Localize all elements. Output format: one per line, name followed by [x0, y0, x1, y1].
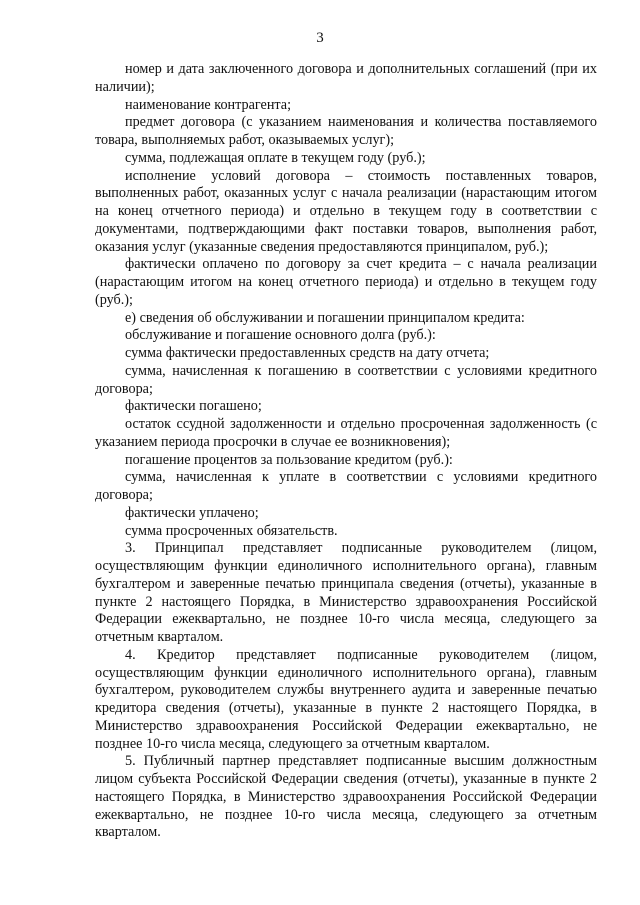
- paragraph-amount-due-repayment: сумма, начисленная к погашению в соответствии с условиями кредитного договора;: [95, 362, 597, 397]
- paragraph-interest-paid: фактически уплачено;: [125, 504, 259, 521]
- document-body: [95, 61, 597, 842]
- paragraph-clause-4: 4. Кредитор представляет подписанные руководителем (лицом, осуществляющим функции единоличного исполнительного органа), главным бухгалтером, руководителем службы внутреннего аудита и заверенные печатью кредитора сведения (отчеты), указанные в пункте 2 настоящего Порядка, в Министерство здравоохранения Российской Федерации ежеквартально, не позднее 10-го числа месяца, следующего за отчетным кварталом.: [95, 646, 597, 752]
- page-number: 3: [316, 30, 324, 46]
- paragraph-clause-5: 5. Публичный партнер представляет подписанные высшим должностным лицом субъекта Российской Федерации сведения (отчеты), указанные в пункте 2 настоящего Порядка, в Министерство здравоохранения Российской Федерации ежеквартально, не позднее 10-го числа месяца, следующего за отчетным кварталом.: [95, 753, 597, 841]
- paragraph-counterparty-name: наименование контрагента;: [125, 96, 292, 113]
- paragraph-overdue-obligations: сумма просроченных обязательств.: [125, 522, 338, 539]
- paragraph-principal-debt-heading: обслуживание и погашение основного долга (руб.):: [125, 327, 436, 344]
- paragraph-contract-subject: предмет договора (с указанием наименования и количества поставляемого товара, выполняемых работ, оказываемых услуг);: [95, 114, 597, 148]
- paragraph-amount-current-year: сумма, подлежащая оплате в текущем году (руб.);: [125, 149, 426, 166]
- paragraph-clause-3: 3. Принципал представляет подписанные руководителем (лицом, осуществляющим функции единоличного исполнительного органа), главным бухгалтером и заверенные печатью принципала сведения (отчеты), указанные в пункте 2 настоящего Порядка, в Министерство здравоохранения Российской Федерации ежеквартально, не позднее 10-го числа месяца, следующего за отчетным кварталом.: [95, 540, 597, 645]
- paragraph-outstanding-balance: остаток ссудной задолженности и отдельно просроченная задолженность (с указанием периода просрочки в случае ее возникновения);: [95, 416, 597, 450]
- paragraph-interest-accrued: сумма, начисленная к уплате в соответствии с условиями кредитного договора;: [95, 469, 597, 503]
- paragraph-loan-servicing-heading: е) сведения об обслуживании и погашении принципалом кредита:: [125, 309, 525, 326]
- paragraph-actually-paid: фактически оплачено по договору за счет кредита – с начала реализации (нарастающим итогом на конец отчетного периода) и отдельно в текущем году (руб.);: [95, 256, 597, 308]
- paragraph-actually-repaid: фактически погашено;: [125, 398, 262, 415]
- paragraph-interest-heading: погашение процентов за пользование кредитом (руб.):: [125, 451, 453, 468]
- paragraph-contract-execution: исполнение условий договора – стоимость поставленных товаров, выполненных работ, оказанных услуг с начала реализации (нарастающим итогом на конец отчетного периода) и отдельно в текущем году в соответствии с документами, подтверждающими факт поставки товаров, выполнения работ, оказания услуг (указанные сведения предоставляются принципалом, руб.);: [95, 167, 597, 255]
- paragraph-funds-provided: сумма фактически предоставленных средств на дату отчета;: [125, 345, 490, 361]
- paragraph-contract-number: номер и дата заключенного договора и дополнительных соглашений (при их наличии);: [95, 61, 597, 95]
